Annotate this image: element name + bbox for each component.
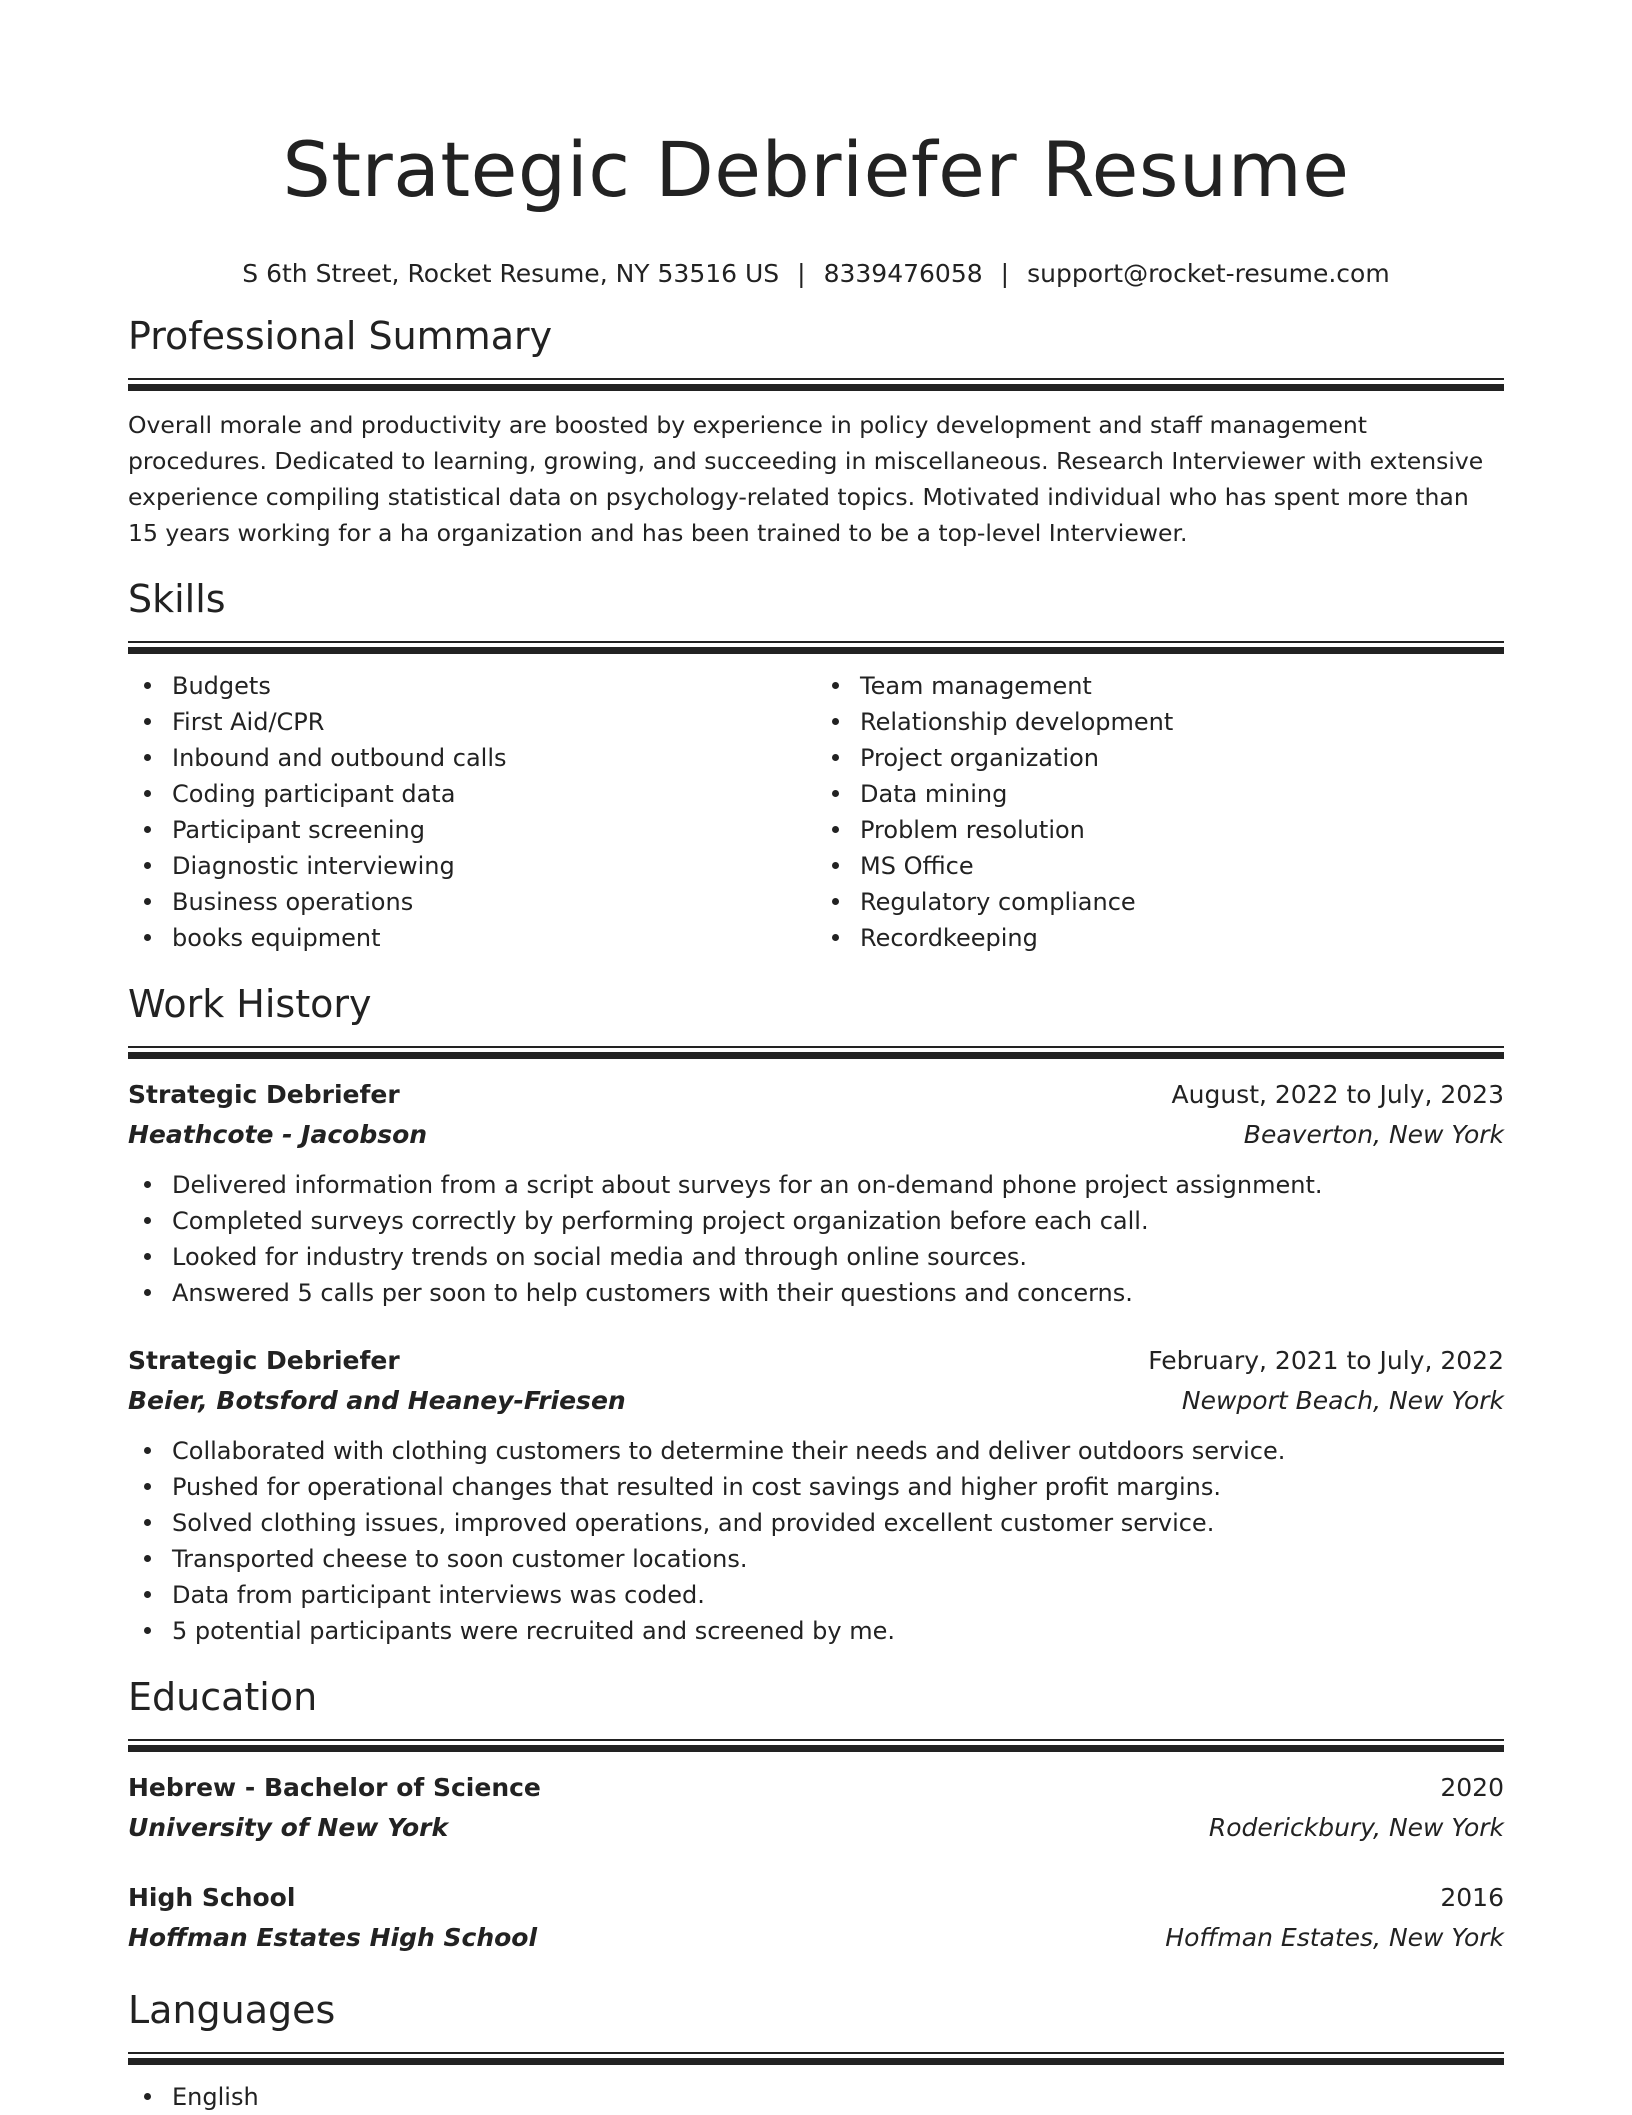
contact-phone: 8339476058 xyxy=(823,259,983,288)
languages-section xyxy=(128,1986,1504,2115)
skill-item: Problem resolution xyxy=(816,812,1504,848)
section-divider xyxy=(128,1739,1504,1752)
contact-address: S 6th Street, Rocket Resume, NY 53516 US xyxy=(242,259,780,288)
language-item: English xyxy=(128,2079,1504,2115)
skill-item: Diagnostic interviewing xyxy=(128,848,816,884)
skill-item: Relationship development xyxy=(816,704,1504,740)
education-year: 2020 xyxy=(1440,1773,1504,1802)
resume-title: Strategic Debriefer Resume xyxy=(282,125,1350,214)
job-bullet: Collaborated with clothing customers to determine their needs and deliver outdoors service. xyxy=(128,1433,1504,1469)
job-bullet: Delivered information from a script about surveys for an on-demand phone project assignment. xyxy=(128,1167,1504,1203)
job-bullet: Looked for industry trends on social media and through online sources. xyxy=(128,1239,1504,1275)
section-title-languages: Languages xyxy=(128,1988,336,2032)
education-year: 2016 xyxy=(1440,1883,1504,1912)
skill-item: Business operations xyxy=(128,884,816,920)
job-entry xyxy=(128,1341,1504,1649)
job-bullet: Answered 5 calls per soon to help customers with their questions and concerns. xyxy=(128,1275,1504,1311)
job-location: Beaverton, New York xyxy=(1243,1120,1504,1149)
section-title-work: Work History xyxy=(128,982,372,1026)
section-divider xyxy=(128,378,1504,391)
contact-separator: | xyxy=(1000,259,1010,288)
job-company: Beier, Botsford and Heaney-Friesen xyxy=(128,1386,626,1415)
section-divider xyxy=(128,641,1504,654)
job-bullet: 5 potential participants were recruited and screened by me. xyxy=(128,1613,1504,1649)
job-location: Newport Beach, New York xyxy=(1181,1386,1504,1415)
summary-section xyxy=(128,312,1504,551)
skills-list-left xyxy=(128,668,816,956)
job-role: Strategic Debriefer xyxy=(128,1080,400,1109)
education-location: Roderickbury, New York xyxy=(1208,1813,1504,1842)
job-bullets xyxy=(128,1433,1504,1649)
contact-email: support@rocket-resume.com xyxy=(1027,259,1390,288)
job-bullet: Pushed for operational changes that resulted in cost savings and higher profit margins. xyxy=(128,1469,1504,1505)
contact-separator: | xyxy=(797,259,806,288)
skill-item: Project organization xyxy=(816,740,1504,776)
job-dates: August, 2022 to July, 2023 xyxy=(1171,1080,1504,1109)
education-degree: Hebrew - Bachelor of Science xyxy=(128,1773,541,1802)
skill-item: Inbound and outbound calls xyxy=(128,740,816,776)
job-bullets xyxy=(128,1167,1504,1311)
job-dates: February, 2021 to July, 2022 xyxy=(1148,1346,1504,1375)
skills-list-right xyxy=(816,668,1504,956)
job-bullet: Completed surveys correctly by performing project organization before each call. xyxy=(128,1203,1504,1239)
section-divider xyxy=(128,1046,1504,1059)
work-section xyxy=(128,980,1504,1649)
skill-item: First Aid/CPR xyxy=(128,704,816,740)
education-location: Hoffman Estates, New York xyxy=(1165,1923,1504,1952)
job-bullet: Data from participant interviews was coded. xyxy=(128,1577,1504,1613)
skill-item: Participant screening xyxy=(128,812,816,848)
education-entry xyxy=(128,1768,1504,1848)
skill-item: Team management xyxy=(816,668,1504,704)
skills-section xyxy=(128,575,1504,956)
job-role: Strategic Debriefer xyxy=(128,1346,400,1375)
section-title-summary: Professional Summary xyxy=(128,314,553,358)
education-school: University of New York xyxy=(128,1813,449,1842)
skills-columns xyxy=(128,668,1504,956)
skill-item: MS Office xyxy=(816,848,1504,884)
languages-list xyxy=(128,2079,1504,2115)
skill-item: Data mining xyxy=(816,776,1504,812)
education-school: Hoffman Estates High School xyxy=(128,1923,538,1952)
education-degree: High School xyxy=(128,1883,296,1912)
education-entry xyxy=(128,1878,1504,1958)
section-divider xyxy=(128,2052,1504,2065)
job-entry xyxy=(128,1075,1504,1311)
job-bullet: Transported cheese to soon customer locations. xyxy=(128,1541,1504,1577)
skill-item: Recordkeeping xyxy=(816,920,1504,956)
section-title-skills: Skills xyxy=(128,577,226,621)
skill-item: Budgets xyxy=(128,668,816,704)
contact-line xyxy=(128,256,1504,292)
skill-item: books equipment xyxy=(128,920,816,956)
job-bullet: Solved clothing issues, improved operations, and provided excellent customer service. xyxy=(128,1505,1504,1541)
education-section xyxy=(128,1673,1504,1958)
section-title-education: Education xyxy=(128,1675,318,1719)
skill-item: Coding participant data xyxy=(128,776,816,812)
summary-text: Overall morale and productivity are boosted by experience in policy development and staff management procedures. Dedicated to learning, growing, and succeeding in miscellaneous. Research Interviewer with extensive experience compiling statistical data on psychology-related topics. Motivated individual who has spent more than 15 years working for a ha organization and has been trained to be a top-level Interviewer. xyxy=(128,411,1484,547)
skill-item: Regulatory compliance xyxy=(816,884,1504,920)
job-company: Heathcote - Jacobson xyxy=(128,1120,428,1149)
